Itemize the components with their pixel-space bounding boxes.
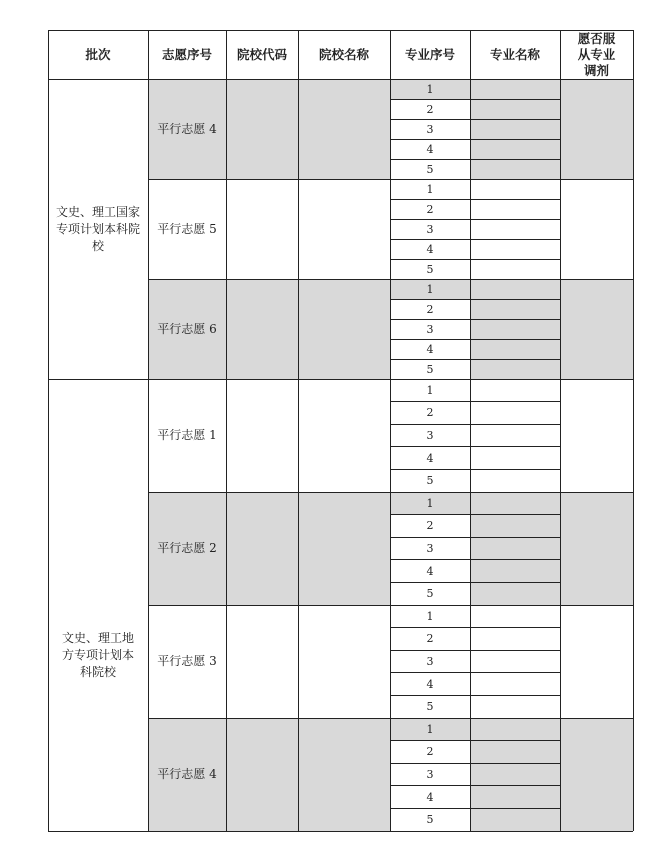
shaded-cell <box>470 718 633 831</box>
column-divider <box>560 30 561 831</box>
major-number: 2 <box>426 406 434 420</box>
major-row-divider <box>390 359 560 360</box>
column-divider <box>298 30 299 831</box>
major-number: 1 <box>426 182 434 196</box>
major-number: 5 <box>426 813 434 827</box>
wish-label: 平行志愿 4 <box>157 767 217 781</box>
column-divider <box>226 30 227 831</box>
major-row-divider <box>390 785 560 786</box>
major-number: 4 <box>426 790 434 804</box>
major-row-divider <box>390 446 560 447</box>
header-wish-number: 志愿序号 <box>161 46 212 62</box>
shaded-cell <box>470 79 633 179</box>
major-number: 3 <box>426 541 434 555</box>
header-bottom-border <box>48 79 633 80</box>
major-row-divider <box>390 239 560 240</box>
header-batch: 批次 <box>85 46 111 62</box>
wish-label: 平行志愿 5 <box>157 221 217 236</box>
major-row-divider <box>390 139 560 140</box>
column-divider <box>390 30 391 831</box>
table-side-border <box>633 30 634 831</box>
major-number: 5 <box>426 587 434 601</box>
major-row-divider <box>390 119 560 120</box>
wish-label: 平行志愿 1 <box>157 428 217 442</box>
major-number: 2 <box>426 302 434 316</box>
table-side-border <box>48 30 49 831</box>
major-row-divider <box>390 219 560 220</box>
major-number: 1 <box>426 383 434 397</box>
major-row-divider <box>390 299 560 300</box>
major-number: 4 <box>426 342 434 356</box>
header-major-name: 专业名称 <box>489 46 540 62</box>
major-number: 2 <box>426 632 434 646</box>
major-number: 5 <box>426 474 434 488</box>
wish-label: 平行志愿 3 <box>157 654 217 668</box>
major-row-divider <box>390 259 560 260</box>
major-row-divider <box>390 537 560 538</box>
major-row-divider <box>390 514 560 515</box>
major-number: 3 <box>426 322 434 336</box>
major-number: 3 <box>426 654 434 668</box>
table-top-border <box>48 30 633 31</box>
major-number: 3 <box>426 122 434 136</box>
major-row-divider <box>390 582 560 583</box>
major-number: 1 <box>426 496 434 510</box>
major-number: 4 <box>426 142 434 156</box>
column-divider <box>148 30 149 831</box>
major-row-divider <box>390 199 560 200</box>
major-number: 5 <box>426 362 434 376</box>
major-number: 3 <box>426 428 434 442</box>
major-number: 1 <box>426 282 434 296</box>
major-number: 1 <box>426 82 434 96</box>
major-number: 5 <box>426 700 434 714</box>
major-row-divider <box>390 808 560 809</box>
batch-divider <box>48 831 633 832</box>
major-number: 4 <box>426 451 434 465</box>
major-row-divider <box>390 99 560 100</box>
major-row-divider <box>390 627 560 628</box>
wish-label: 平行志愿 6 <box>157 321 217 336</box>
major-row-divider <box>390 695 560 696</box>
header-school-code: 院校代码 <box>236 46 287 62</box>
major-number: 1 <box>426 609 434 623</box>
batch-name: 文史、理工地方专项计划本科院校 <box>61 630 134 679</box>
major-row-divider <box>390 469 560 470</box>
major-number: 5 <box>426 262 434 276</box>
major-number: 5 <box>426 162 434 176</box>
major-number: 4 <box>426 564 434 578</box>
wish-label: 平行志愿 4 <box>157 121 217 136</box>
shaded-cell <box>470 492 633 605</box>
column-divider <box>470 30 471 831</box>
wish-label: 平行志愿 2 <box>157 541 217 555</box>
header-major-number: 专业序号 <box>404 46 455 62</box>
batch-name: 文史、理工国家专项计划本科院校 <box>55 204 140 253</box>
major-row-divider <box>390 339 560 340</box>
major-number: 2 <box>426 102 434 116</box>
major-number: 4 <box>426 242 434 256</box>
major-row-divider <box>390 740 560 741</box>
major-row-divider <box>390 650 560 651</box>
major-row-divider <box>390 672 560 673</box>
major-number: 3 <box>426 222 434 236</box>
major-number: 4 <box>426 677 434 691</box>
major-number: 1 <box>426 722 434 736</box>
major-number: 3 <box>426 767 434 781</box>
major-row-divider <box>390 763 560 764</box>
header-school-name: 院校名称 <box>318 46 369 62</box>
major-number: 2 <box>426 202 434 216</box>
major-row-divider <box>390 401 560 402</box>
major-row-divider <box>390 424 560 425</box>
major-number: 2 <box>426 745 434 759</box>
major-row-divider <box>390 559 560 560</box>
header-accept-adjustment: 愿否服从专业调剂 <box>577 30 616 78</box>
shaded-cell <box>470 279 633 379</box>
major-row-divider <box>390 159 560 160</box>
major-number: 2 <box>426 519 434 533</box>
major-row-divider <box>390 319 560 320</box>
